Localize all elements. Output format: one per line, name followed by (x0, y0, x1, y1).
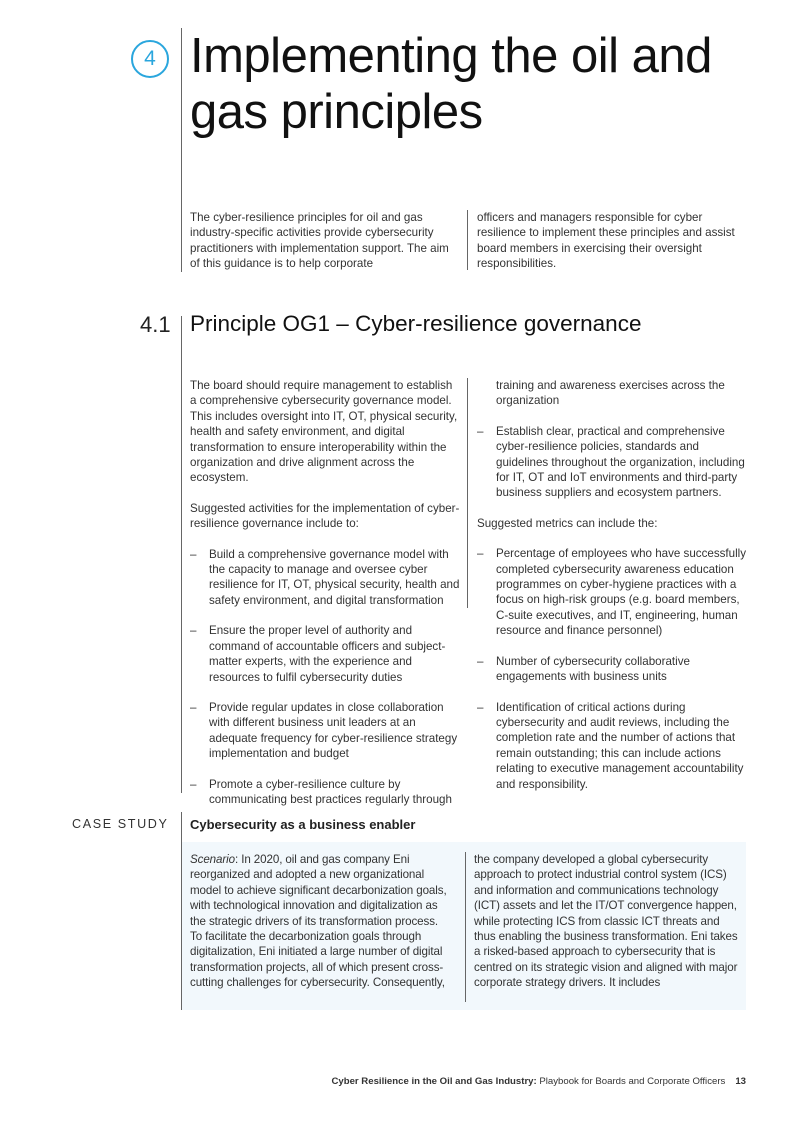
case-study-label: CASE STUDY (72, 817, 169, 831)
list-item: – Build a comprehensive governance model with the capacity to manage and oversee cyber resilience for IT, OT, physical security, health and safety environment, and digital transformation (190, 547, 460, 609)
chapter-rule (181, 28, 182, 272)
case-study-column-1 (190, 852, 452, 991)
case-study-column-2: the company developed a global cybersecurity approach to protect industrial control system (ICS) and information and communications technology (ICT) assets and let the IT/OT convergence happen, while protecting ICS from classic ICT threats and thus enabling the business transformation. Eni takes a risked-based approach to cybersecurity that is centred on its strategic vision and aligned with major corporate strategy drivers. It includes (474, 853, 738, 990)
list-item: – Ensure the proper level of authority and command of accountable officers and subject-matter experts, with the experience and resources to fulfil cybersecurity duties (190, 623, 460, 685)
list-item: – Number of cybersecurity collaborative engagements with business units (477, 654, 747, 685)
case-study-column-rule (465, 852, 466, 1002)
scenario-label: Scenario (190, 853, 235, 866)
intro-column-1: The cyber-resilience principles for oil and gas industry-specific activities provide cybersecurity practitioners with implementation support. The aim of this guidance is to help corporate (190, 211, 449, 271)
activities-list-continued (477, 424, 747, 501)
case-study-title: Cybersecurity as a business enabler (190, 817, 416, 832)
list-item: – Establish clear, practical and comprehensive cyber-resilience policies, standards and guidelines throughout the organization, including for IT, OT and IoT environments and third-party business suppliers and ecosystem partners. (477, 424, 747, 501)
activities-intro: Suggested activities for the implementation of cyber-resilience governance include to: (190, 501, 460, 531)
page-footer (0, 1076, 746, 1087)
section-column-rule (467, 378, 468, 608)
list-item: – Percentage of employees who have successfully completed cybersecurity awareness education programmes on cyber-hygiene practices with a focus on high-risk groups (e.g. board members, C-suite executives, and IT, engineering, human resource and finance personnel) (477, 546, 747, 638)
activities-list (190, 547, 460, 808)
page-number: 13 (735, 1076, 746, 1087)
list-item: – Identification of critical actions during cybersecurity and audit reviews, including the completion rate and the number of actions that remain outstanding; this can include actions relating to executive management accountability and responsibility. (477, 700, 747, 792)
section-title: Principle OG1 – Cyber-resilience governance (190, 311, 642, 336)
metrics-list (477, 546, 747, 792)
footer-title-rest: Playbook for Boards and Corporate Officers (536, 1076, 726, 1087)
activity-continuation: training and awareness exercises across the organization (496, 379, 725, 408)
intro-column-rule (467, 210, 468, 270)
section-number: 4.1 (140, 312, 171, 337)
intro-column-2: officers and managers responsible for cyber resilience to implement these principles and assist board members in exercising their oversight responsibilities. (477, 211, 735, 271)
section-rule (181, 316, 182, 793)
section-intro-paragraph: The board should require management to establish a comprehensive cybersecurity governance model. This includes oversight into IT, OT, physical security, health and safety environment, and digital transformation to ensure interoperability within the organization and drive alignment across the ecosystem. (190, 379, 458, 485)
list-item: – Provide regular updates in close collaboration with different business unit leaders at an adequate frequency for cyber-resilience strategy implementation and budget (190, 700, 460, 762)
chapter-number-badge: 4 (131, 40, 169, 78)
section-left-column (190, 378, 460, 807)
footer-title-bold: Cyber Resilience in the Oil and Gas Industry: (331, 1076, 537, 1087)
chapter-title: Implementing the oil and gas principles (190, 29, 712, 139)
list-item: – Promote a cyber-resilience culture by communicating best practices regularly through (190, 777, 460, 808)
section-right-column (477, 378, 747, 807)
metrics-intro: Suggested metrics can include the: (477, 516, 658, 530)
case-study-col1-text: : In 2020, oil and gas company Eni reorganized and adopted a new organizational model to achieve significant decarbonization goals, with technological innovation and digitalization as the strategic drivers of its transformation process. To facilitate the decarbonization goals through digitalization, Eni initiated a large number of digital transformation projects, all of which present cross-cutting challenges for cybersecurity. Consequently, (190, 853, 447, 990)
